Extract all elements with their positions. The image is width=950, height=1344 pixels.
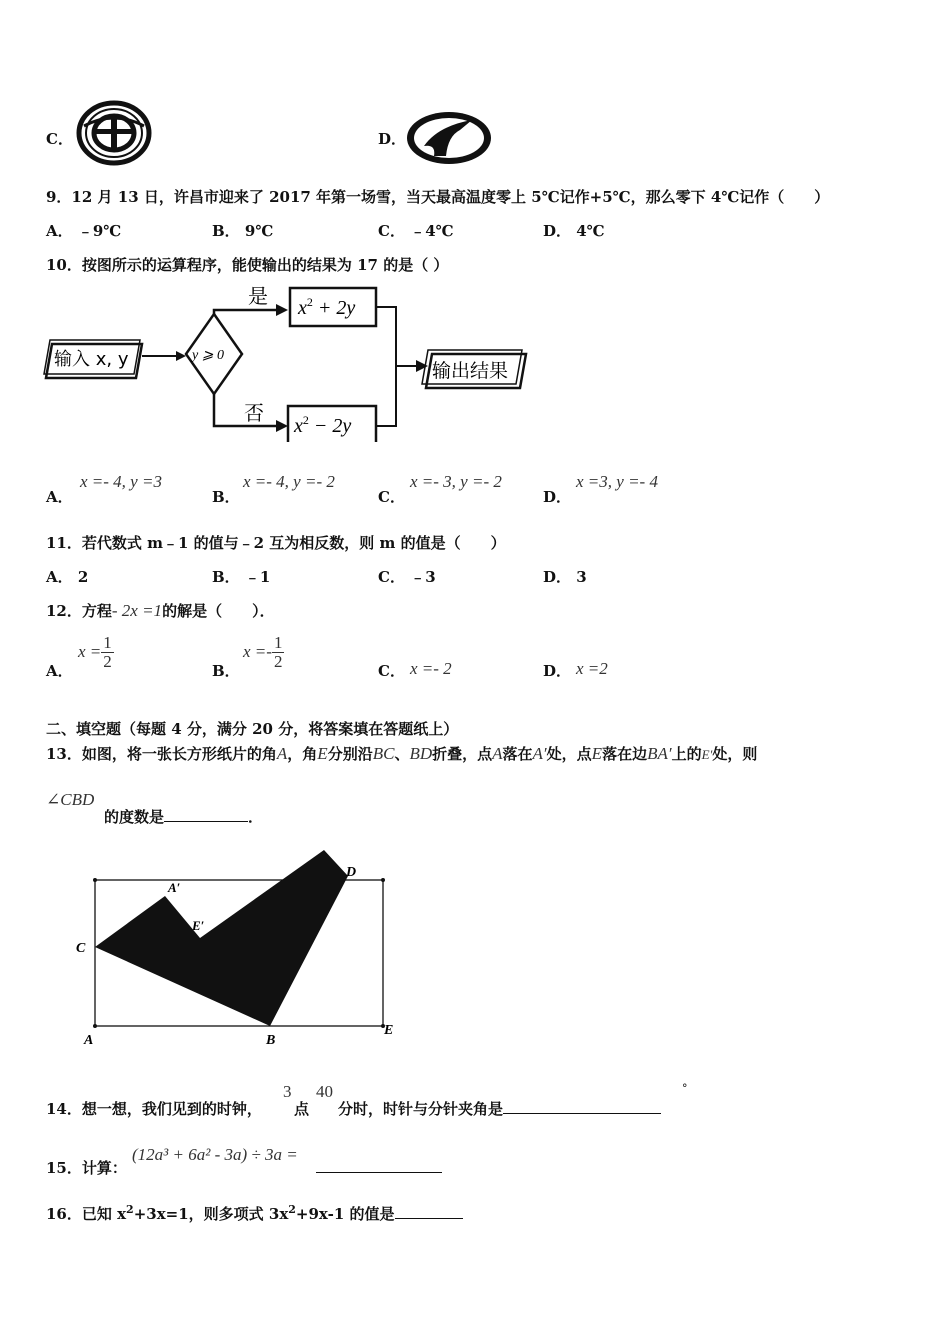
- q15-answer-blank[interactable]: [316, 1158, 442, 1177]
- q9-option-b: B． 9℃: [212, 222, 274, 240]
- q12-option-c-text: x =- 2: [410, 659, 452, 678]
- q11-option-b: B． ﹣1: [212, 568, 271, 586]
- q9-stem: 9．12 月 13 日，许昌市迎来了 2017 年第一场雪，当天最高温度零上 5℃记作+5℃，那么零下 4℃记作（ ）: [46, 188, 830, 206]
- q14-text-b: 分时，时针与分针夹角是: [338, 1098, 661, 1119]
- q10-option-a-text: x =- 4, y =3: [80, 472, 162, 491]
- flow-output-text: 输出结果: [432, 360, 509, 382]
- fig-label-a: A: [84, 1033, 94, 1048]
- q12-option-a-label: A．: [46, 662, 73, 680]
- q10-option-c-text: x =- 3, y =- 2: [410, 472, 502, 491]
- q10-flowchart: [40, 282, 540, 442]
- flow-yes-label: 是: [248, 284, 268, 308]
- q12-stem: 12．方程- 2x =1的解是（ ）．: [46, 601, 275, 620]
- q11-option-c: C． ﹣3: [378, 568, 436, 586]
- q14-hour: 3: [283, 1082, 292, 1101]
- q14-dian: 点: [294, 1100, 310, 1118]
- q8-option-d-label: D．: [378, 130, 407, 148]
- q13-line2: 的度数是 ．: [104, 808, 264, 826]
- q16-stem: 16．已知 $x^2+3x=1$，则多项式 $3x^2+9x-1$ 的值是: [46, 1203, 463, 1224]
- q14-minute: 40: [316, 1082, 333, 1101]
- q10-option-d-text: x =3, y =- 4: [576, 472, 658, 491]
- q14-degree: °: [682, 1082, 688, 1095]
- flow-no-label: 否: [244, 401, 264, 425]
- fig-label-a-prime: A′: [168, 880, 181, 895]
- q10-option-b-text: x =- 4, y =- 2: [243, 472, 335, 491]
- fig-label-c: C: [76, 941, 86, 956]
- q10-option-d-label: D．: [543, 488, 572, 506]
- flow-top-expr: $x^2 + 2y$: [298, 295, 356, 319]
- q10-option-c-label: C．: [378, 488, 405, 506]
- fig-label-d: D: [346, 865, 357, 880]
- car-logo-c: [76, 100, 152, 166]
- car-logo-d: [404, 110, 494, 166]
- q9-option-d: D． 4℃: [543, 222, 605, 240]
- q12-option-c-label: C．: [378, 662, 405, 680]
- fig-label-e: E: [384, 1023, 394, 1038]
- q10-option-a-label: A．: [46, 488, 73, 506]
- q15-expr: (12a³ + 6a² - 3a) ÷ 3a =: [132, 1145, 298, 1164]
- q12-option-d-text: x =2: [576, 659, 608, 678]
- q9-option-c: C． ﹣4℃: [378, 222, 454, 240]
- q10-option-b-label: B．: [212, 488, 240, 506]
- q11-stem: 11．若代数式 m﹣1 的值与﹣2 互为相反数，则 m 的值是（ ）: [46, 534, 506, 552]
- q10-stem: 10．按图所示的运算程序，能使输出的结果为 17 的是（ ）: [46, 256, 449, 274]
- q9-option-a: A． ﹣9℃: [46, 222, 122, 240]
- q15-label: 15．计算：: [46, 1159, 127, 1177]
- q13-angle: ∠CBD: [46, 790, 95, 809]
- fig-label-e-prime: E′: [192, 918, 205, 933]
- q13-figure: [70, 846, 410, 1052]
- q8-option-c-label: C．: [46, 130, 73, 148]
- q12-option-a-expr: x = $\frac{1}{2}$: [78, 633, 112, 671]
- flow-bottom-expr: $x^2 - 2y$: [294, 413, 352, 437]
- q11-option-d: D． 3: [543, 568, 587, 586]
- flow-condition-text: y ⩾ 0: [192, 348, 224, 363]
- fig-label-b: B: [266, 1033, 276, 1048]
- section-2-title: 二、填空题（每题 4 分，满分 20 分，将答案填在答题纸上）: [46, 720, 459, 738]
- q12-option-b-label: B．: [212, 662, 240, 680]
- q12-option-d-label: D．: [543, 662, 572, 680]
- q13-line1: 13．如图，将一张长方形纸片的角A，角E分别沿BC、BD折叠，点A落在A′处，点E落在边BA′上的E′处，则: [46, 744, 758, 763]
- q14-text-a: 14．想一想，我们见到的时钟，: [46, 1100, 262, 1118]
- q11-option-a: A． 2: [46, 568, 89, 586]
- q12-option-b-expr: x =- $\frac{1}{2}$: [243, 633, 283, 671]
- flow-input-text: 输入 x, y: [54, 349, 129, 370]
